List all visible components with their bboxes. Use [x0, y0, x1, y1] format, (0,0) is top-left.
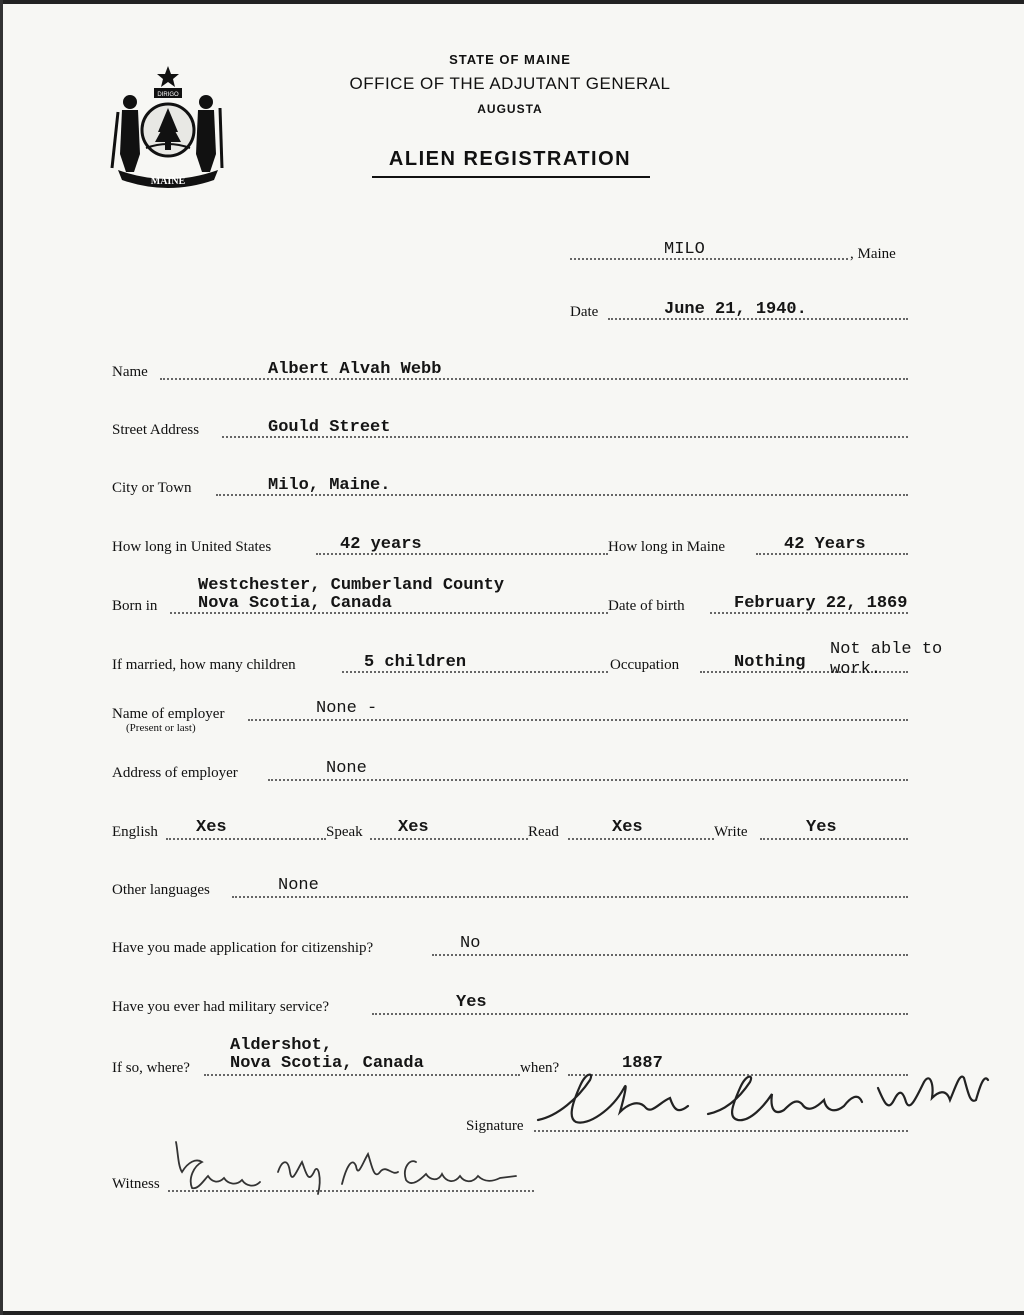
dob-value: February 22, 1869	[734, 594, 908, 613]
other-languages-line	[232, 896, 908, 898]
other-languages-label: Other languages	[112, 882, 210, 898]
write-label: Write	[714, 824, 748, 840]
military-value: Yes	[456, 993, 487, 1012]
employer-line	[248, 719, 908, 721]
born-value-line1: Westchester, Cumberland County	[198, 576, 505, 595]
street-label: Street Address	[112, 422, 200, 438]
military-label: Have you ever had military service?	[112, 999, 329, 1015]
children-value: 5 children	[364, 653, 467, 672]
where-label: If so, where?	[112, 1060, 190, 1076]
born-value-line2: Nova Scotia, Canada	[198, 594, 392, 613]
write-line	[760, 838, 908, 840]
maine-value: 42 Years	[784, 535, 866, 554]
us-value: 42 years	[340, 535, 422, 554]
city-heading: AUGUSTA	[477, 102, 543, 116]
when-label: when?	[520, 1060, 560, 1076]
signature-label: Signature	[466, 1118, 524, 1134]
employer-sublabel: (Present or last)	[126, 722, 196, 734]
name-label: Name	[112, 364, 148, 380]
speak-line	[370, 838, 528, 840]
state-seal-icon	[108, 62, 228, 190]
english-line	[166, 838, 326, 840]
title-underline	[372, 176, 650, 178]
svg-text:Albert Alvah Webb: Albert Alvah Webb	[528, 1058, 536, 1059]
maine-label: How long in Maine	[608, 539, 726, 555]
other-languages-value: None	[278, 876, 319, 895]
witness-signature-handwriting	[166, 1132, 526, 1202]
employer-address-label: Address of employer	[112, 765, 238, 781]
employer-label: Name of employer	[112, 706, 225, 722]
place-suffix: , Maine	[850, 246, 896, 262]
where-value-line1: Aldershot,	[230, 1036, 333, 1055]
date-label: Date	[570, 304, 599, 320]
citizenship-line	[432, 954, 908, 956]
english-label: English	[112, 824, 158, 840]
read-label: Read	[528, 824, 559, 840]
read-line	[568, 838, 714, 840]
employer-address-value: None	[326, 759, 367, 778]
us-label: How long in United States	[112, 539, 272, 555]
scan-edge-bottom	[0, 1311, 1024, 1315]
military-line	[372, 1013, 908, 1015]
office-heading: OFFICE OF THE ADJUTANT GENERAL	[349, 74, 671, 93]
employer-value: None -	[316, 699, 378, 718]
place-line	[570, 258, 848, 260]
dob-label: Date of birth	[608, 598, 685, 614]
where-line	[204, 1074, 520, 1076]
occupation-label: Occupation	[610, 657, 680, 673]
occupation-note-line1: Not able to	[830, 640, 943, 659]
english-value: Xes	[196, 818, 227, 837]
svg-text:DIRIGO: DIRIGO	[157, 92, 179, 98]
employer-address-line	[268, 779, 908, 781]
write-value: Yes	[806, 818, 837, 837]
signature-handwriting	[528, 1058, 998, 1138]
name-value: Albert Alvah Webb	[268, 360, 442, 379]
born-label: Born in	[112, 598, 158, 614]
street-value: Gould Street	[268, 418, 391, 437]
witness-label: Witness	[112, 1176, 160, 1192]
scan-edge-top	[0, 0, 1024, 4]
svg-text:Thelma M. McEachern: Thelma M. McEachern	[166, 1132, 176, 1133]
speak-value: Xes	[398, 818, 429, 837]
form-title: ALIEN REGISTRATION	[388, 148, 632, 170]
scan-edge-left	[0, 0, 3, 1315]
read-value: Xes	[612, 818, 643, 837]
occupation-value: Nothing	[734, 653, 806, 672]
svg-text:MAINE: MAINE	[150, 176, 186, 187]
citizenship-value: No	[460, 934, 481, 953]
children-label: If married, how many children	[112, 657, 296, 673]
where-value-line2: Nova Scotia, Canada	[230, 1054, 424, 1073]
date-value: June 21, 1940.	[664, 300, 807, 319]
citizenship-label: Have you made application for citizenship?	[112, 940, 374, 956]
state-heading: STATE OF MAINE	[449, 52, 571, 67]
when-value: 1887	[622, 1054, 663, 1073]
speak-label: Speak	[326, 824, 363, 840]
occupation-note-line2: work.	[830, 660, 882, 679]
city-label: City or Town	[112, 480, 192, 496]
place-value: MILO	[664, 240, 705, 259]
city-value: Milo, Maine.	[268, 476, 391, 495]
